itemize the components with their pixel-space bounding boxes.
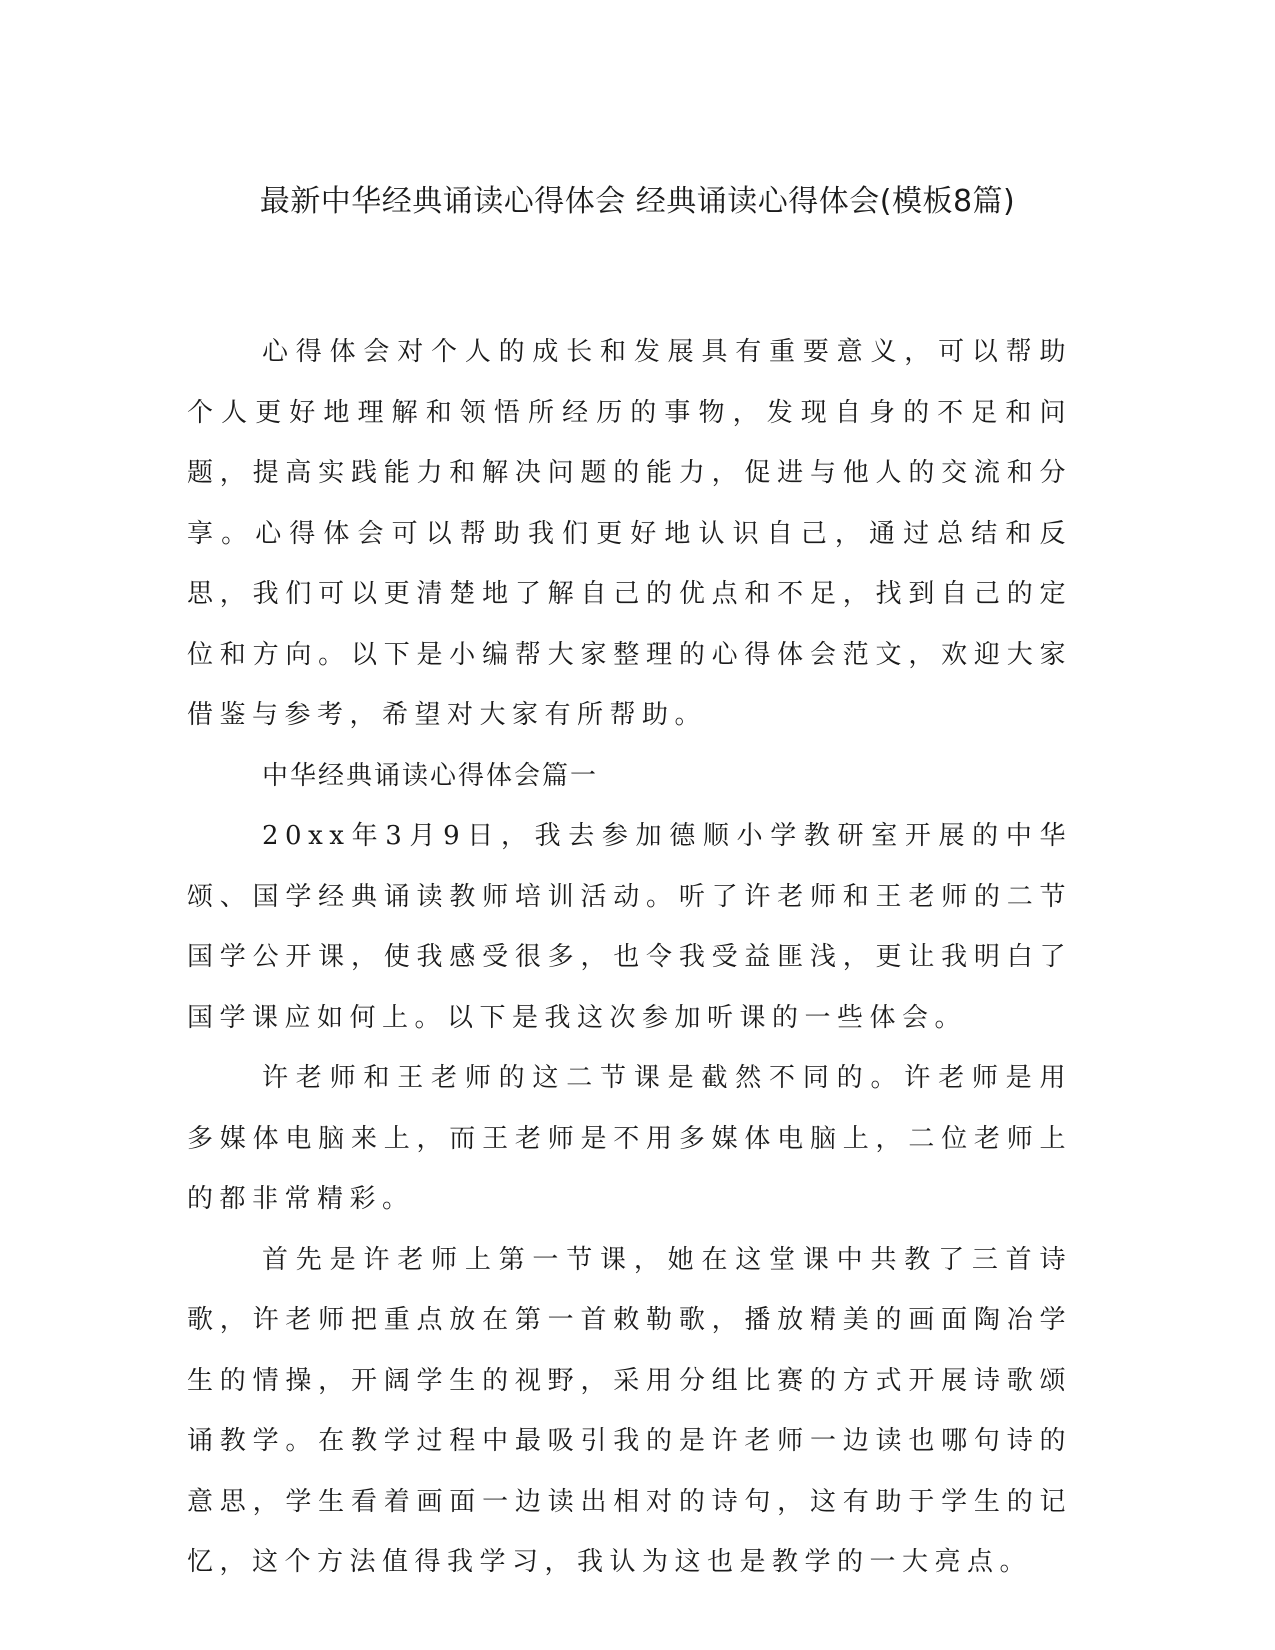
body-paragraph-1: 20xx年3月9日，我去参加德顺小学教研室开展的中华颂、国学经典诵读教师培训活动。听了许老师和王老师的二节国学公开课，使我感受很多，也令我受益匪浅，更让我明白了国学课应如何上。以下是我这次参加听课的一些体会。 [187, 821, 1072, 1033]
body-paragraph-2: 许老师和王老师的这二节课是截然不同的。许老师是用多媒体电脑来上，而王老师是不用多媒体电脑上，二位老师上的都非常精彩。 [187, 1063, 1072, 1214]
intro-paragraph: 心得体会对个人的成长和发展具有重要意义，可以帮助个人更好地理解和领悟所经历的事物，发现自身的不足和问题，提高实践能力和解决问题的能力，促进与他人的交流和分享。心得体会可以帮助我们更好地认识自己，通过总结和反思，我们可以更清楚地了解自己的优点和不足，找到自己的定位和方向。以下是小编帮大家整理的心得体会范文，欢迎大家借鉴与参考，希望对大家有所帮助。 [187, 337, 1072, 730]
body-paragraph-3: 首先是许老师上第一节课，她在这堂课中共教了三首诗歌，许老师把重点放在第一首敕勒歌，播放精美的画面陶冶学生的情操，开阔学生的视野，采用分组比赛的方式开展诗歌颂诵教学。在教学过程中最吸引我的是许老师一边读也哪句诗的意思，学生看着画面一边读出相对的诗句，这有助于学生的记忆，这个方法值得我学习，我认为这也是教学的一大亮点。 [187, 1244, 1072, 1577]
document-body [187, 322, 1072, 1593]
section-heading: 中华经典诵读心得体会篇一 [262, 760, 599, 791]
document-title: 最新中华经典诵读心得体会 经典诵读心得体会(模板8篇) [259, 184, 1016, 219]
